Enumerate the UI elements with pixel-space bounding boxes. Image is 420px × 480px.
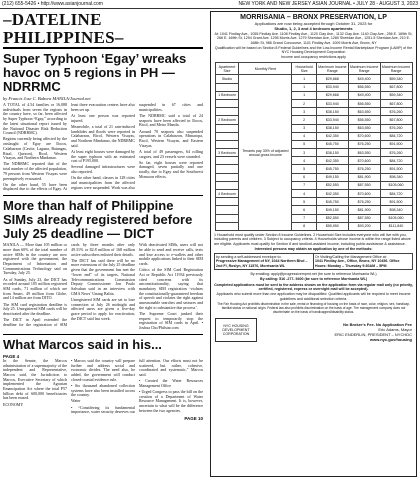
ad-duplicate: Applicants who submit more than one application may be disqualified. Qualified applicants will be required to meet income guidelines and additional selection criteria. [216, 292, 411, 301]
paragraph: On the other hand, classes in 128 cities and municipalities from the affected regions were suspended. Work was also suspended in 67 cities and municipalities. [71, 102, 203, 190]
story3-headline[interactable]: What Marcos said in his... [3, 336, 162, 352]
table-cell: 6 [292, 206, 317, 214]
table-cell [215, 99, 239, 107]
paragraph: On the other hand, 55 have been displaced due to the effects of Egay. At least three evacuation centers have also been set up. [3, 102, 135, 192]
mayor-line: Eric Adams, Mayor [378, 326, 412, 332]
table-cell: $76,250 [348, 140, 380, 148]
table-cell: $52,550 [316, 181, 348, 189]
table-cell: 5 [292, 165, 317, 173]
table-cell: $76,250 [348, 198, 380, 206]
paragraph: The DICT has said there will be no more extensions of the July 25 deadline given that the government has met the “lower end” of its targets, National Telecommunications Commission Deputy Commissioner Jon Paulo Salvahan said in an interview with GMA News’ Unang Balita. [71, 257, 135, 296]
ad-deadline: Applications are now being accepted through October 31, 2023 for [254, 21, 373, 26]
ad-footnotes: 1 Household must qualify under Section 8 Income Guidelines. 2 Household Size includes everyone who will live with you, including parents and children. 3 Subject to occupancy criteria. 4 Households whose income is within the range listed above are eligible. Applicants must qualify for Section 8 and landlord-assisted income, including public assistance & assistance. [214, 232, 411, 246]
ad-units: Studio, 1, 2, 3 and 4 bedroom apartments [274, 26, 353, 31]
table-cell: $42,350 [316, 157, 348, 165]
ad-income-note: Income and occupancy restrictions apply [281, 55, 346, 60]
ad-completed: Completed applications must be sent to the address shown on the application form via regular mail only (no priority, certified, registered, express or overnight mail will be accepted). [214, 282, 413, 291]
table-cell: $91,500 [380, 165, 412, 173]
paragraph: A TOTAL of 4.54 families or 16,088 individuals from seven the regions in the country have, so far, been affected by Super Typhoon “Egay,” according to the latest situational report issued by the National Disaster Risk Reduction Council (NDRRMC). [3, 102, 67, 136]
ad-phone[interactable]: By calling: 516 -277- 9400 (be sure to reference Morrisania WL) [259, 277, 368, 282]
table-cell: $105,060 [380, 181, 412, 189]
paragraph: The DICT in April extended the deadline for the registration of SIM cards by three months after only 49.31% or 82.8 million of 168 million active subscribers enlisted their details. [3, 242, 135, 327]
table-cell: 5 [292, 140, 317, 148]
paragraph: Regions currently being affected by the onslaught of Egay are Ilocos, Calabarzon (Cavite, Laguna, Batangas, Rizal, Quezon), Bicol, Western Visayas, and Northern Mindanao. [3, 136, 67, 161]
president-line: ERIC ENDERLIN, PRESIDENT – NYCHDC [334, 331, 412, 337]
hdc-logo: NYC HOUSING DEVELOPMENT CORPORATION [215, 318, 257, 342]
paragraph: Meanwhile, a total of 21 rain-induced landslides and floods were reported in Calabarzon, Bicol, Western Visayas, and Northern Mindanao, the NDRRMC said. [71, 123, 135, 148]
paragraph: Unregistered SIM cards are set to lose connection at July 26 midnight and affected users are given a five-day grace period to apply for reactivation, the DICT said last week. [71, 296, 135, 321]
table-cell: $84,720 [380, 157, 412, 165]
table-cell: $56,550 [348, 83, 380, 91]
story1-body [3, 103, 203, 192]
table-cell: $49,400 [348, 91, 380, 99]
table-header: Maximum Income Range [348, 62, 380, 75]
story3-body [3, 359, 203, 415]
table-cell: 7 [292, 181, 317, 189]
ad-qualification: Qualification will be based on Section 8 Federal Guidelines and the Low-Income Rental Marketplace Program (LAMP) of the NYC Housing Development Corporation [214, 45, 413, 55]
table-cell: $45,750 [316, 165, 348, 173]
table-cell: $81,900 [348, 206, 380, 214]
paragraph: Several damaged infrastructures were also reported. [71, 164, 135, 175]
table-cell: 3 [292, 149, 317, 157]
table-cell: $70,600 [348, 190, 380, 198]
table-cell [215, 181, 239, 189]
table-cell: 3 Bedroom [215, 149, 239, 157]
broker-line: No Broker's Fee. No Application Fee [343, 321, 412, 327]
application-methods [214, 253, 413, 270]
table-cell: $63,550 [348, 124, 380, 132]
table-cell [215, 157, 239, 165]
housing-ad [210, 11, 417, 477]
table-cell: $87,550 [348, 214, 380, 222]
method-visit-address: 1041 Findlay Ave., Office, Bronx, NY 10456. Office Hours: Monday – Thursday 9:30AM – 5PM [315, 259, 400, 268]
table-cell: 3 [292, 108, 317, 116]
paragraph: As of Sunday, July 23, the DICT has recorded around 105 million registered SIM cards, 71 million of which are from Smart, 49 million from Globe, and 14 million are from DITO. [3, 276, 67, 301]
table-cell [215, 222, 239, 230]
story2-headline[interactable]: More than half of Philippine SIMs already registered before July 25 deadline — DICT [3, 198, 193, 242]
paragraph: • Created the Water Resources Management Office [139, 378, 203, 388]
paragraph: At least eight houses were damaged by the super typhoon with an estimated cost of P195,000. [71, 148, 135, 164]
paragraph: A total of 49 passengers, 64 rolling cargoes, and 23 vessels were stranded. [139, 148, 203, 159]
table-cell: $29,668 [316, 75, 348, 83]
table-cell: $38,150 [316, 108, 348, 116]
table-cell: 1 [292, 75, 317, 83]
ad-footer [211, 316, 416, 344]
ad-addresses: At: 1041 Findlay Ave., 1055 Findlay Ave. 1108 Findlay Ave., 1120 Clay Ave., 1132 Clay Ave. 1140 Clay Ave., 256 E. 169th St, 266 E. 169th St, 1294 Grant Ave. 1295 Morris Ave. 1279 Sheridan Ave, 1280 Sheridan Ave., 1251-5 Sheridan Ave, 210 E. 168th St, 986 Grand Concourse, 1101 Findlay Ave. 1009 Morris Ave, Bronx, NY [214, 32, 413, 45]
paragraph: Around 70 seaports also suspended operations in Calabarzon, Mimaropa, Bicol, Western Visayas, and Eastern Visayas. [139, 128, 203, 148]
ad-title: MORRISANIA – BRONX PRESERVATION, LP [240, 14, 387, 21]
table-cell: 6 [292, 173, 317, 181]
table-cell [215, 124, 239, 132]
table-cell: $42,350 [316, 132, 348, 140]
table-cell: 1 [292, 91, 317, 99]
table-cell: $49,150 [316, 173, 348, 181]
table-cell [215, 140, 239, 148]
table-cell: $105,060 [380, 214, 412, 222]
table-cell: 3 [292, 124, 317, 132]
table-cell: $67,800 [380, 99, 412, 107]
table-cell: $87,550 [348, 181, 380, 189]
contact-info: (212) 655-5426 • http://www.asianjournal.com [2, 1, 103, 7]
table-cell: $42,350 [316, 190, 348, 198]
paragraph: In the Senate, the Marcos administration of a supermajority of the independent and Representative, Marcos said, the Jurisdiction to Marcos, Executive Secretary of which implemented the Agrarian Emancipation Act where the total P57 billion debt of 600,000 beneficiaries has been erased. [3, 357, 67, 401]
table-cell: 2 Bedroom [215, 116, 239, 124]
table-cell: $63,550 [348, 108, 380, 116]
housing-url[interactable]: www.nyc.gov/housing [369, 336, 412, 342]
ad-fair-housing: The Fair Housing Act prohibits discrimination in the sale, rental or financing of housing on the basis of race, color, religion, sex, handicap, familial status or national origin. Federal law also prohibits discrimination on the basis of age. The management company does not discriminate on the basis of handicapped/disability status. [217, 301, 410, 315]
news-column [3, 11, 203, 477]
table-cell: 5 [292, 198, 317, 206]
table-cell: Studio [215, 75, 239, 83]
table-cell: $56,550 [348, 116, 380, 124]
table-cell: 7 [292, 214, 317, 222]
story1-byline: by Francis Jose C. Babora MANILA/Journal.net [3, 96, 91, 101]
table-cell: $45,750 [316, 140, 348, 148]
table-cell [215, 83, 239, 91]
table-cell: $33,940 [316, 83, 348, 91]
table-cell: $81,900 [348, 173, 380, 181]
table-cell [215, 214, 239, 222]
story2-body [3, 243, 203, 331]
table-cell: $38,150 [316, 149, 348, 157]
table-cell: 1 Bedroom [215, 91, 239, 99]
table-cell: 4 [292, 132, 317, 140]
table-cell: $49,150 [316, 206, 348, 214]
paragraph: Water [71, 398, 81, 404]
table-cell: 2 [292, 99, 317, 107]
table-cell: $55,950 [316, 222, 348, 230]
section-heading: –DATELINE PHILIPPINES– [3, 11, 203, 49]
paragraph: Critics of the SIM Card Registration Act or Republic Act 11934 previously cited concerns with its unconstitutionality, saying that mandatory SIM registration ‘violates the constitutionally-guaranteed freedom of speech and violates the right against unreasonable searches and seizures and the right to substantive due process’. [139, 267, 203, 310]
table-cell: $76,260 [380, 108, 412, 116]
table-cell: $76,260 [380, 149, 412, 157]
table-cell: $49,400 [348, 75, 380, 83]
edition-info: NEW YORK AND NEW JERSEY ASIAN JOURNAL • JULY 28 - AUGUST 3, 2023 [238, 1, 418, 7]
paragraph: • “Considering its fundamental importance, water security deserves our full attention. Our efforts must not be scattered, but rather, cohesive, coordinated and systematic,” Marcos said. [71, 357, 203, 415]
table-cell: $93,200 [348, 222, 380, 230]
paragraph: The Supreme Court junked their request to temporarily stop the registration of SIM cards in April. • Joshua Cho/Philstar.com [139, 311, 203, 331]
table-cell [215, 198, 239, 206]
table-cell [215, 173, 239, 181]
paragraph: • Marcos said the country will prepare further and address social and economic divides. The need also, he added, the government will conduct closed-coastal evidence rule. [71, 357, 135, 382]
table-cell: $76,260 [380, 124, 412, 132]
table-cell: 4 [292, 157, 317, 165]
table-cell: $33,940 [316, 116, 348, 124]
table-header: Household Size [292, 62, 317, 75]
table-cell: $45,750 [316, 198, 348, 206]
table-cell: 8 [292, 222, 317, 230]
table-header: Monthly Rent [239, 62, 292, 75]
table-cell: $76,250 [348, 165, 380, 173]
table-cell: $56,550 [348, 99, 380, 107]
table-cell: $67,800 [380, 116, 412, 124]
story1-headline[interactable]: Super Typhoon ‘Egay’ wreaks havoc on 5 regions in PH — NDRRMC [3, 51, 187, 94]
income-table [215, 62, 413, 231]
table-cell: 4 [292, 190, 317, 198]
ad-email[interactable]: By emailing: apply@progressivempmt.net (be sure to reference Morrisania WL) [250, 272, 377, 277]
paragraph: So far, eight houses were reported damaged, seven partially and one totally, due to Egay and the Southwest Monsoon effects. [139, 159, 203, 179]
table-cell [215, 108, 239, 116]
table-cell: $91,500 [380, 140, 412, 148]
table-cell: $70,600 [348, 157, 380, 165]
table-header: Maximum Income Range [316, 62, 348, 75]
table-cell: $59,340 [380, 91, 412, 99]
method-mail-address: Progressive Management of NY, 1044 Northern Blvd – 2nd Fl, Roslyn, NY 11576, Morrisania WL [216, 259, 308, 268]
table-cell: $98,340 [380, 173, 412, 181]
table-cell [215, 165, 239, 173]
broker-info [335, 322, 413, 342]
ad-interest: Interested persons may obtain an application by one of the methods: [254, 246, 373, 251]
table-cell: $59,340 [380, 75, 412, 83]
table-cell: $111,840 [380, 222, 412, 230]
table-cell: $91,500 [380, 198, 412, 206]
table-cell: $38,150 [316, 124, 348, 132]
paragraph: At least one person was reported injured. [71, 112, 135, 123]
paragraph: The NDRRMC said a total of 24 seaports have been affected in Ilocos, Bicol, and Metro Manila. [139, 112, 203, 128]
table-header: Maximum Income Range [380, 62, 412, 75]
divider [3, 195, 203, 196]
table-cell: $52,550 [316, 214, 348, 222]
jump-in-label[interactable]: PAGE 4 [3, 353, 20, 359]
table-cell: $84,720 [380, 132, 412, 140]
table-cell [215, 206, 239, 214]
masthead-bar [0, 0, 420, 9]
table-cell: 4 Bedroom [215, 190, 239, 198]
rent-note: Tenants pay 30% of adjusted annual gross income [239, 75, 292, 231]
method-mail [215, 254, 314, 269]
table-cell: $98,340 [380, 206, 412, 214]
paragraph: The NDRRMC reported that of the total number of the affected population, 79 persons from Western Visayas were preemptively evacuated. [3, 161, 67, 181]
divider [3, 334, 203, 335]
method-visit-title: Or Visiting/Calling the Management Office at: [315, 255, 387, 260]
table-cell: 2 [292, 116, 317, 124]
paragraph: The SIM card registration deadline is July 25. Unregistered SIM cards will be deactivated after the deadline. [3, 301, 67, 316]
table-cell: $70,600 [348, 132, 380, 140]
table-cell: $84,720 [380, 190, 412, 198]
table-row [215, 75, 412, 83]
table-cell: $33,940 [316, 99, 348, 107]
table-cell: 1 [292, 83, 317, 91]
paragraph: • Urged Congress to pass the bill on the creation of a Department of Water Resource Management. It is, however, uncertain to what will be the difference between the two agencies. [139, 389, 203, 413]
table-header: Apartment Size [215, 62, 239, 75]
table-cell: $63,550 [348, 149, 380, 157]
paragraph: With deactivated SIMs, users will not be able to send and receive calls, texts and lose access to e-wallets and other mobile applications linked to their SIM cards. [139, 242, 203, 266]
method-visit [314, 254, 412, 269]
paragraph: MANILA — More than 105 million or more than 60% of the total number of active SIMs in the country are now registered with the government, the Department of Information and Communications Technology said on Tuesday, July 25. [3, 242, 67, 276]
paragraph: ECONOMY [3, 401, 24, 407]
jump-out-label[interactable]: PAGE 10 [184, 416, 203, 422]
table-cell: $67,800 [380, 83, 412, 91]
paragraph: • Six thousand abandoned collection systems have also been installed across the country. [71, 382, 135, 398]
table-cell: $29,668 [316, 91, 348, 99]
table-cell [215, 132, 239, 140]
method-mail-title: by sending a self-addressed envelope to: [216, 255, 282, 260]
